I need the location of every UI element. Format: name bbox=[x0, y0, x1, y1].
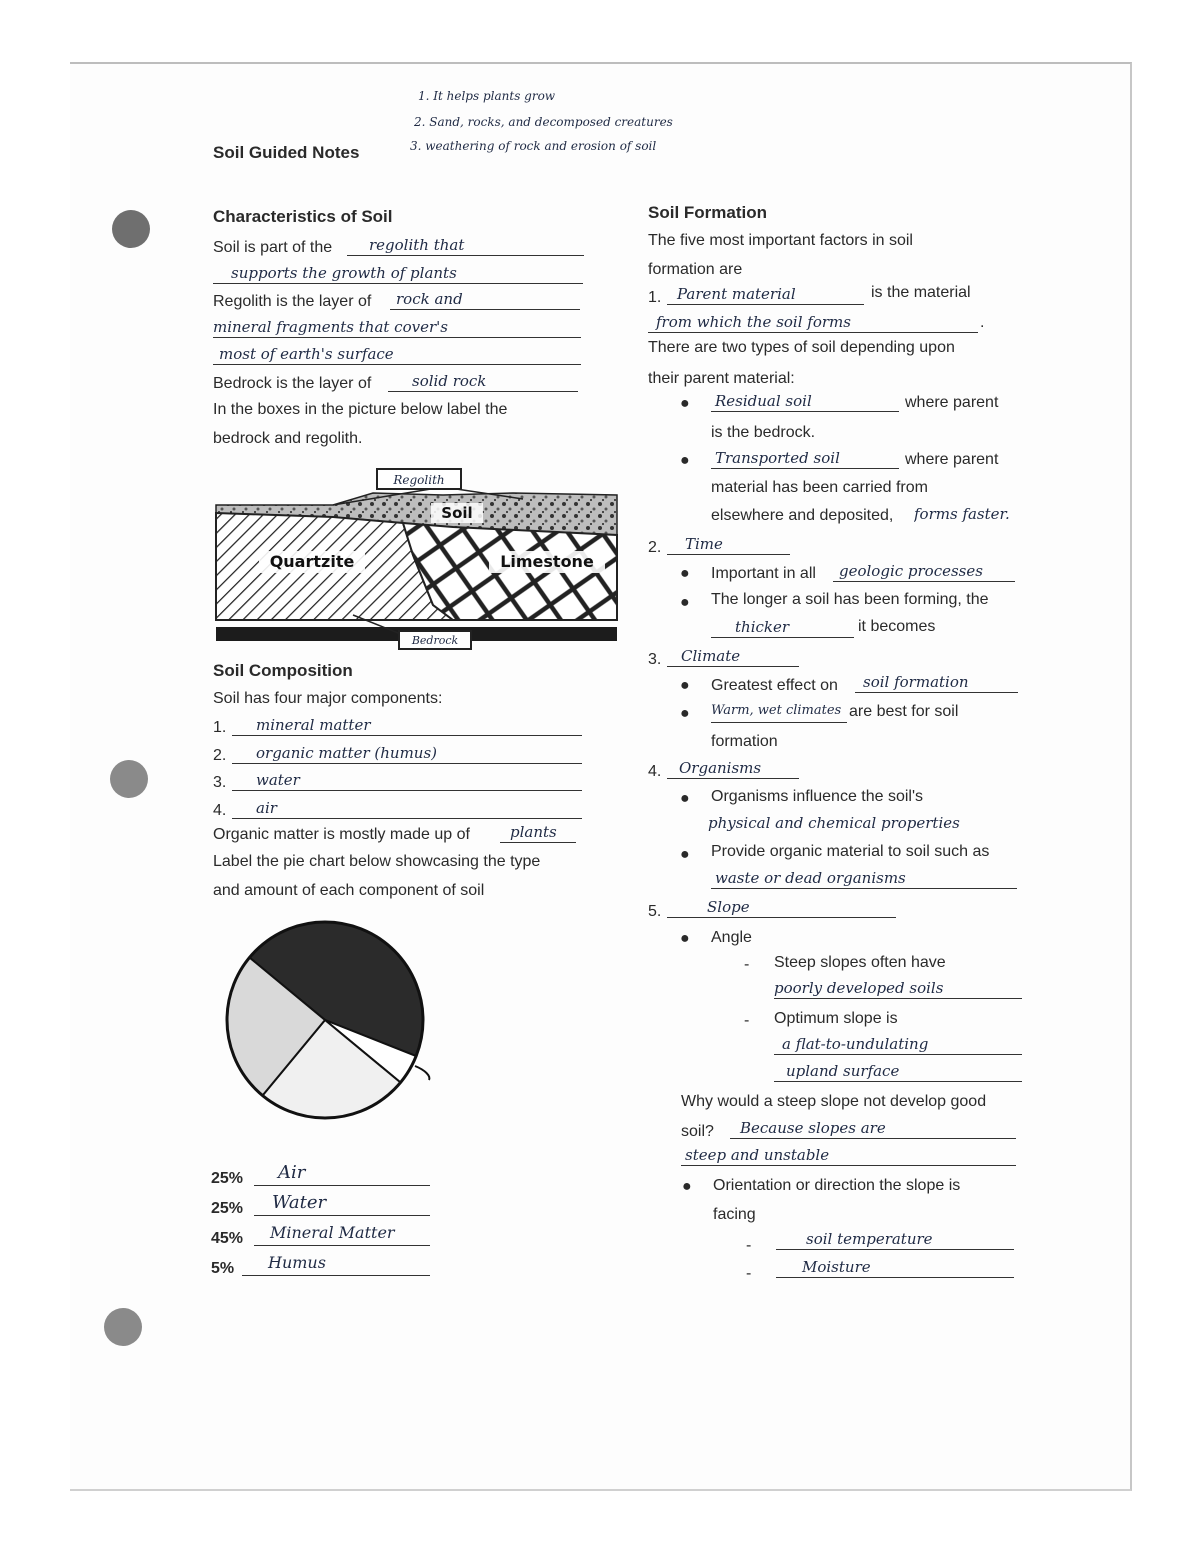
binder-hole-bottom bbox=[104, 1308, 142, 1346]
organic-prefix: Organic matter is mostly made up of bbox=[213, 826, 470, 843]
steep-answer: poorly developed soils bbox=[774, 979, 1022, 999]
bullet-dot: ● bbox=[680, 930, 690, 947]
component-answer-4: air bbox=[232, 799, 582, 819]
dash: - bbox=[744, 1012, 750, 1029]
bullet-dot: ● bbox=[680, 677, 690, 694]
pie-pct-2: 25% bbox=[211, 1200, 244, 1217]
factor-4-answer: Organisms bbox=[667, 759, 799, 779]
two-types-1: There are two types of soil depending upon bbox=[648, 339, 955, 356]
dash: - bbox=[746, 1237, 752, 1254]
factor-1-period: . bbox=[980, 314, 985, 331]
bullet-dot: ● bbox=[680, 705, 690, 722]
boxes-instruction-2: bedrock and regolith. bbox=[213, 430, 363, 447]
formation-intro-1: The five most important factors in soil bbox=[648, 232, 913, 249]
steep-text: Steep slopes often have bbox=[774, 954, 946, 971]
factor-3-bullet-2-suffix: are best for soil bbox=[849, 703, 959, 720]
pie-answer-4: Humus bbox=[242, 1254, 430, 1276]
factor-1-answer-2: from which the soil forms bbox=[648, 313, 978, 333]
top-note-2: 2. Sand, rocks, and decomposed creatures bbox=[414, 115, 673, 129]
why-question-2: soil? bbox=[681, 1123, 714, 1140]
transported-line-3: elsewhere and deposited, bbox=[711, 507, 894, 524]
pie-instruction-1: Label the pie chart below showcasing the type bbox=[213, 853, 541, 870]
factor-4-bullet-1-answer: physical and chemical properties bbox=[708, 814, 960, 832]
regolith-label: Regolith bbox=[393, 473, 445, 487]
factor-1-answer: Parent material bbox=[667, 285, 864, 305]
formation-intro-2: formation are bbox=[648, 261, 743, 278]
dash: - bbox=[746, 1265, 752, 1282]
factor-4-bullet-2: Provide organic material to soil such as bbox=[711, 843, 990, 860]
composition-heading: Soil Composition bbox=[213, 661, 353, 680]
bullet-dot: ● bbox=[680, 846, 690, 863]
factor-5-bullet-1: Angle bbox=[711, 929, 752, 946]
component-answer-2: organic matter (humus) bbox=[232, 744, 582, 764]
factor-2-bullet-1-answer: geologic processes bbox=[833, 562, 1015, 582]
optimum-answer-1: a flat-to-undulating bbox=[774, 1035, 1022, 1055]
optimum-answer-2: upland surface bbox=[774, 1062, 1022, 1082]
pie-instruction-2: and amount of each component of soil bbox=[213, 882, 485, 899]
factor-2-bullet-2-suffix: it becomes bbox=[858, 618, 936, 635]
optimum-text: Optimum slope is bbox=[774, 1010, 898, 1027]
component-answer-1: mineral matter bbox=[232, 716, 582, 736]
top-note-3: 3. weathering of rock and erosion of soil bbox=[410, 139, 657, 153]
pie-pct-3: 45% bbox=[211, 1230, 244, 1247]
factor-2-bullet-2-answer: thicker bbox=[711, 618, 854, 638]
bullet-dot: ● bbox=[680, 395, 690, 412]
pie-answer-1: Air bbox=[254, 1164, 430, 1186]
composition-intro: Soil has four major components: bbox=[213, 690, 443, 707]
soil-label: Soil bbox=[441, 504, 473, 522]
page-title: Soil Guided Notes bbox=[213, 143, 360, 162]
bullet-dot: ● bbox=[682, 1178, 692, 1195]
characteristics-heading: Characteristics of Soil bbox=[213, 207, 393, 226]
orientation-answer-2: Moisture bbox=[776, 1258, 1014, 1278]
part-of-prefix: Soil is part of the bbox=[213, 239, 333, 256]
pie-answer-3: Mineral Matter bbox=[254, 1224, 430, 1246]
component-answer-3: water bbox=[232, 771, 582, 791]
regolith-answer-3: most of earth's surface bbox=[213, 345, 581, 365]
factor-2-answer: Time bbox=[667, 535, 790, 555]
bedrock-label: Bedrock bbox=[411, 634, 459, 647]
bedrock-answer: solid rock bbox=[388, 372, 578, 392]
why-answer-2: steep and unstable bbox=[681, 1146, 1016, 1166]
binder-hole-middle bbox=[110, 760, 148, 798]
factor-5-answer: Slope bbox=[667, 898, 896, 918]
factor-3-num: 3. bbox=[648, 651, 662, 668]
factor-5-num: 5. bbox=[648, 903, 662, 920]
factor-3-bullet-2-answer: Warm, wet climates bbox=[711, 702, 847, 723]
bullet-dot: ● bbox=[680, 594, 690, 611]
humus-pointer bbox=[415, 1066, 429, 1080]
component-num-4: 4. bbox=[213, 802, 227, 819]
orientation-text-1: Orientation or direction the slope is bbox=[713, 1177, 961, 1194]
factor-2-bullet-2: The longer a soil has been forming, the bbox=[711, 591, 989, 608]
part-of-answer-1: regolith that bbox=[347, 236, 584, 256]
two-types-2: their parent material: bbox=[648, 370, 795, 387]
pie-answer-2: Water bbox=[254, 1194, 430, 1216]
dash: - bbox=[744, 956, 750, 973]
component-num-2: 2. bbox=[213, 747, 227, 764]
residual-line-2: is the bedrock. bbox=[711, 424, 816, 441]
factor-2-bullet-1: Important in all bbox=[711, 565, 816, 582]
residual-answer: Residual soil bbox=[711, 392, 899, 412]
bullet-dot: ● bbox=[680, 790, 690, 807]
regolith-answer-1: rock and bbox=[390, 290, 580, 310]
component-num-1: 1. bbox=[213, 719, 227, 736]
factor-1-suffix: is the material bbox=[871, 284, 971, 301]
pie-pct-4: 5% bbox=[211, 1260, 235, 1277]
orientation-answer-1: soil temperature bbox=[776, 1230, 1014, 1250]
pie-pct-1: 25% bbox=[211, 1170, 244, 1187]
component-num-3: 3. bbox=[213, 774, 227, 791]
quartzite-label: Quartzite bbox=[269, 552, 355, 571]
factor-4-num: 4. bbox=[648, 763, 662, 780]
bullet-dot: ● bbox=[680, 565, 690, 582]
bedrock-prefix: Bedrock is the layer of bbox=[213, 375, 372, 392]
top-note-1: 1. It helps plants grow bbox=[418, 89, 556, 103]
factor-4-bullet-2-answer: waste or dead organisms bbox=[711, 869, 1017, 889]
regolith-prefix: Regolith is the layer of bbox=[213, 293, 372, 310]
part-of-answer-2: supports the growth of plants bbox=[213, 264, 583, 284]
why-question-1: Why would a steep slope not develop good bbox=[681, 1093, 987, 1110]
why-answer-1: Because slopes are bbox=[730, 1119, 1016, 1139]
limestone-label: Limestone bbox=[500, 552, 594, 571]
factor-3-answer: Climate bbox=[667, 647, 799, 667]
factor-3-bullet-1-answer: soil formation bbox=[855, 673, 1018, 693]
binder-hole-top bbox=[112, 210, 150, 248]
soil-pie-chart bbox=[215, 914, 445, 1134]
transported-suffix: where parent bbox=[905, 451, 999, 468]
factor-3-bullet-1: Greatest effect on bbox=[711, 677, 838, 694]
boxes-instruction-1: In the boxes in the picture below label the bbox=[213, 401, 508, 418]
factor-1-num: 1. bbox=[648, 289, 662, 306]
residual-suffix: where parent bbox=[905, 394, 999, 411]
bullet-dot: ● bbox=[680, 452, 690, 469]
factor-3-bullet-2-line-2: formation bbox=[711, 733, 778, 750]
factor-4-bullet-1: Organisms influence the soil's bbox=[711, 788, 924, 805]
transported-line-2: material has been carried from bbox=[711, 479, 928, 496]
transported-answer: Transported soil bbox=[711, 449, 899, 469]
formation-heading: Soil Formation bbox=[648, 203, 767, 222]
regolith-answer-2: mineral fragments that cover's bbox=[213, 318, 581, 338]
factor-2-num: 2. bbox=[648, 539, 662, 556]
transported-handwritten: forms faster. bbox=[914, 505, 1010, 523]
organic-answer: plants bbox=[500, 823, 576, 843]
orientation-text-2: facing bbox=[713, 1206, 756, 1223]
regolith-bedrock-diagram bbox=[213, 465, 623, 655]
